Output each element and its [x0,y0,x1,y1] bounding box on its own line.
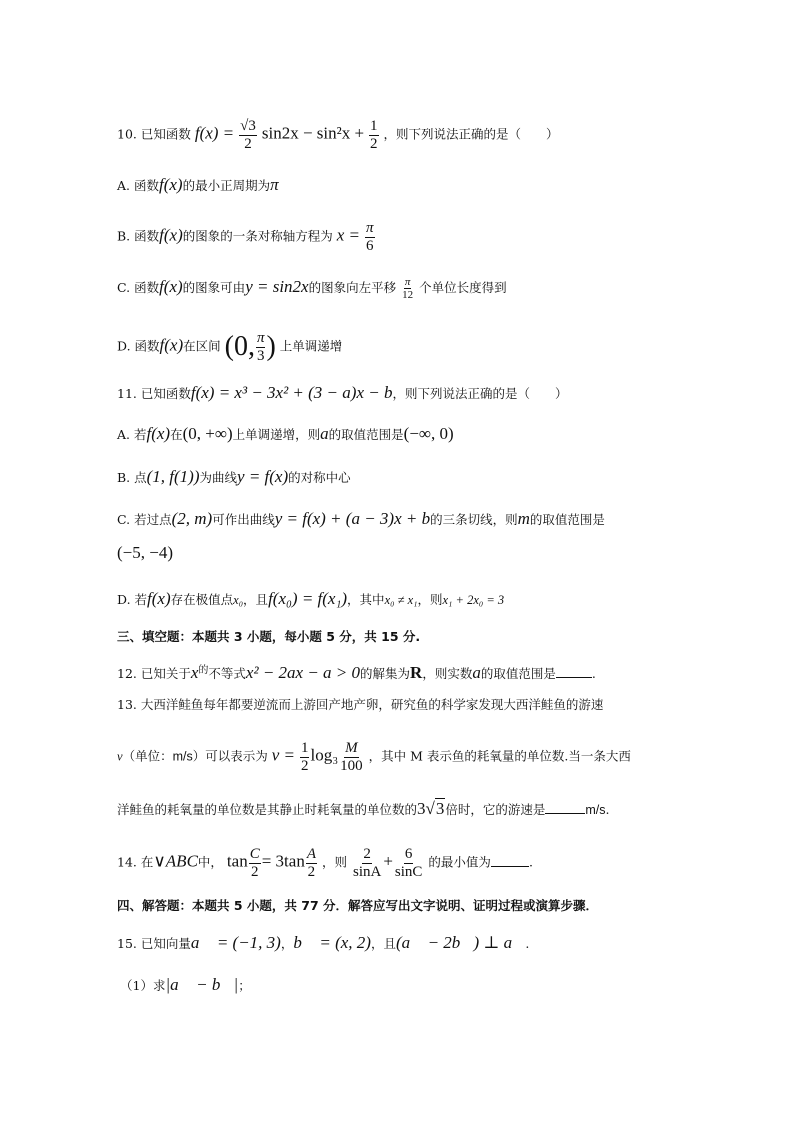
q13-frac-half: $\frac{1}{2}$ [300,740,309,774]
q10-option-b: B. 函数f(x)的图象的一条对称轴方程为 x = $\frac{\pi}{6}$ [117,220,374,254]
q12: 12. 已知关于$x^的$不等式x² − 2ax − a > 0的解集为R，则实数a的取值范围是 . [117,663,596,682]
q10-option-a: A. 函数f(x)的最小正周期为π [117,175,279,194]
q14: 14. 在∨ABC中， tan $\frac{C}{2}$ = 3tan $\frac{A}{2}$ ，则 $\frac{2}{\sin A}$ + $\frac{6}{\sin C}$ 的最小值为 . [117,846,533,880]
q11-option-d: D. 若f(x)存在极值点x₀，且f(x₀) = f(x₁)，其中x₀ ≠ x₁，则x₁ + 2x₀ = 3 [117,589,505,608]
q15: 15. 已知向量a⃗ = (−1, 3)，b⃗ = (x, 2)，且(a⃗ − 2b⃗) ⊥ a⃗. [117,933,530,952]
q10-number: 10. 已知函数 [117,126,191,142]
q13-line2: v（单位：m/s）可以表示为 v = $\frac{1}{2}$ log₃ $\frac{M}{100}$ ，其中 M 表示鱼的耗氧量的单位数.当一条大西 [117,740,631,774]
q10-frac-half: $\frac{1}{2}$ [370,118,378,152]
q11-option-a: A. 若f(x)在(0, +∞)上单调递增，则a的取值范围是(−∞, 0) [117,424,454,443]
q13-line1: 13. 大西洋鲑鱼每年都要逆流而上游回产地产卵，研究鱼的科学家发现大西洋鲑鱼的游速 [117,697,604,712]
section-problems-heading: 四、解答题：本题共 5 小题，共 77 分．解答应写出文字说明、证明过程或演算步骤． [117,898,599,913]
q10-function: f(x) = [194,123,235,143]
q13-frac-m-over-100: $\frac{M}{100}$ [340,740,363,774]
q10-c-frac: $\frac{\pi}{12}$ [402,276,414,302]
q15-part1: （1）求|a⃗ − b⃗|； [120,975,251,994]
q11-option-b: B. 点(1, f(1))为曲线y = f(x)的对称中心 [117,467,351,486]
q10-d-frac: $\frac{\pi}{3}$ [256,330,265,364]
q12-answer-blank[interactable] [556,677,592,678]
q11-option-c: C. 若过点(2, m)可作出曲线y = f(x) + (a − 3)x + b的三条切线，则m的取值范围是 [117,509,605,528]
q13-answer-blank[interactable] [545,813,585,814]
q10-b-frac: $\frac{\pi}{6}$ [366,220,374,254]
q10-option-d: D. 函数f(x)在区间 (0, $\frac{\pi}{3}$ ) 上单调递增 [117,330,343,364]
q11-option-c-range: (−5, −4) [117,543,173,562]
q10-option-c: C. 函数f(x)的图象可由y = sin2x的图象向左平移 $\frac{\pi}{12}$ 个单位长度得到 [117,276,507,302]
q11-function: f(x) = x³ − 3x² + (3 − a)x − b [190,383,393,402]
q14-answer-blank[interactable] [491,866,529,867]
q11-stem: 11. 已知函数f(x) = x³ − 3x² + (3 − a)x − b，则下列说法正确的是（ ） [117,383,568,402]
section-fill-in-heading: 三、填空题：本题共 3 小题，每小题 5 分，共 15 分. [117,629,421,644]
q10-frac-sqrt3-over-2: $\frac{√3}{2}$ [240,118,256,152]
q10-stem: 10. 已知函数 f(x) = $\frac{√3}{2}$ sin2x − sin²x + $\frac{1}{2}$ ，则下列说法正确的是（ ） [117,118,559,152]
q10-terms: sin2x − sin²x + [261,123,365,143]
q13-line3: 洋鲑鱼的耗氧量的单位数是其静止时耗氧量的单位数的3√3倍时，它的游速是 m/s. [117,799,610,818]
